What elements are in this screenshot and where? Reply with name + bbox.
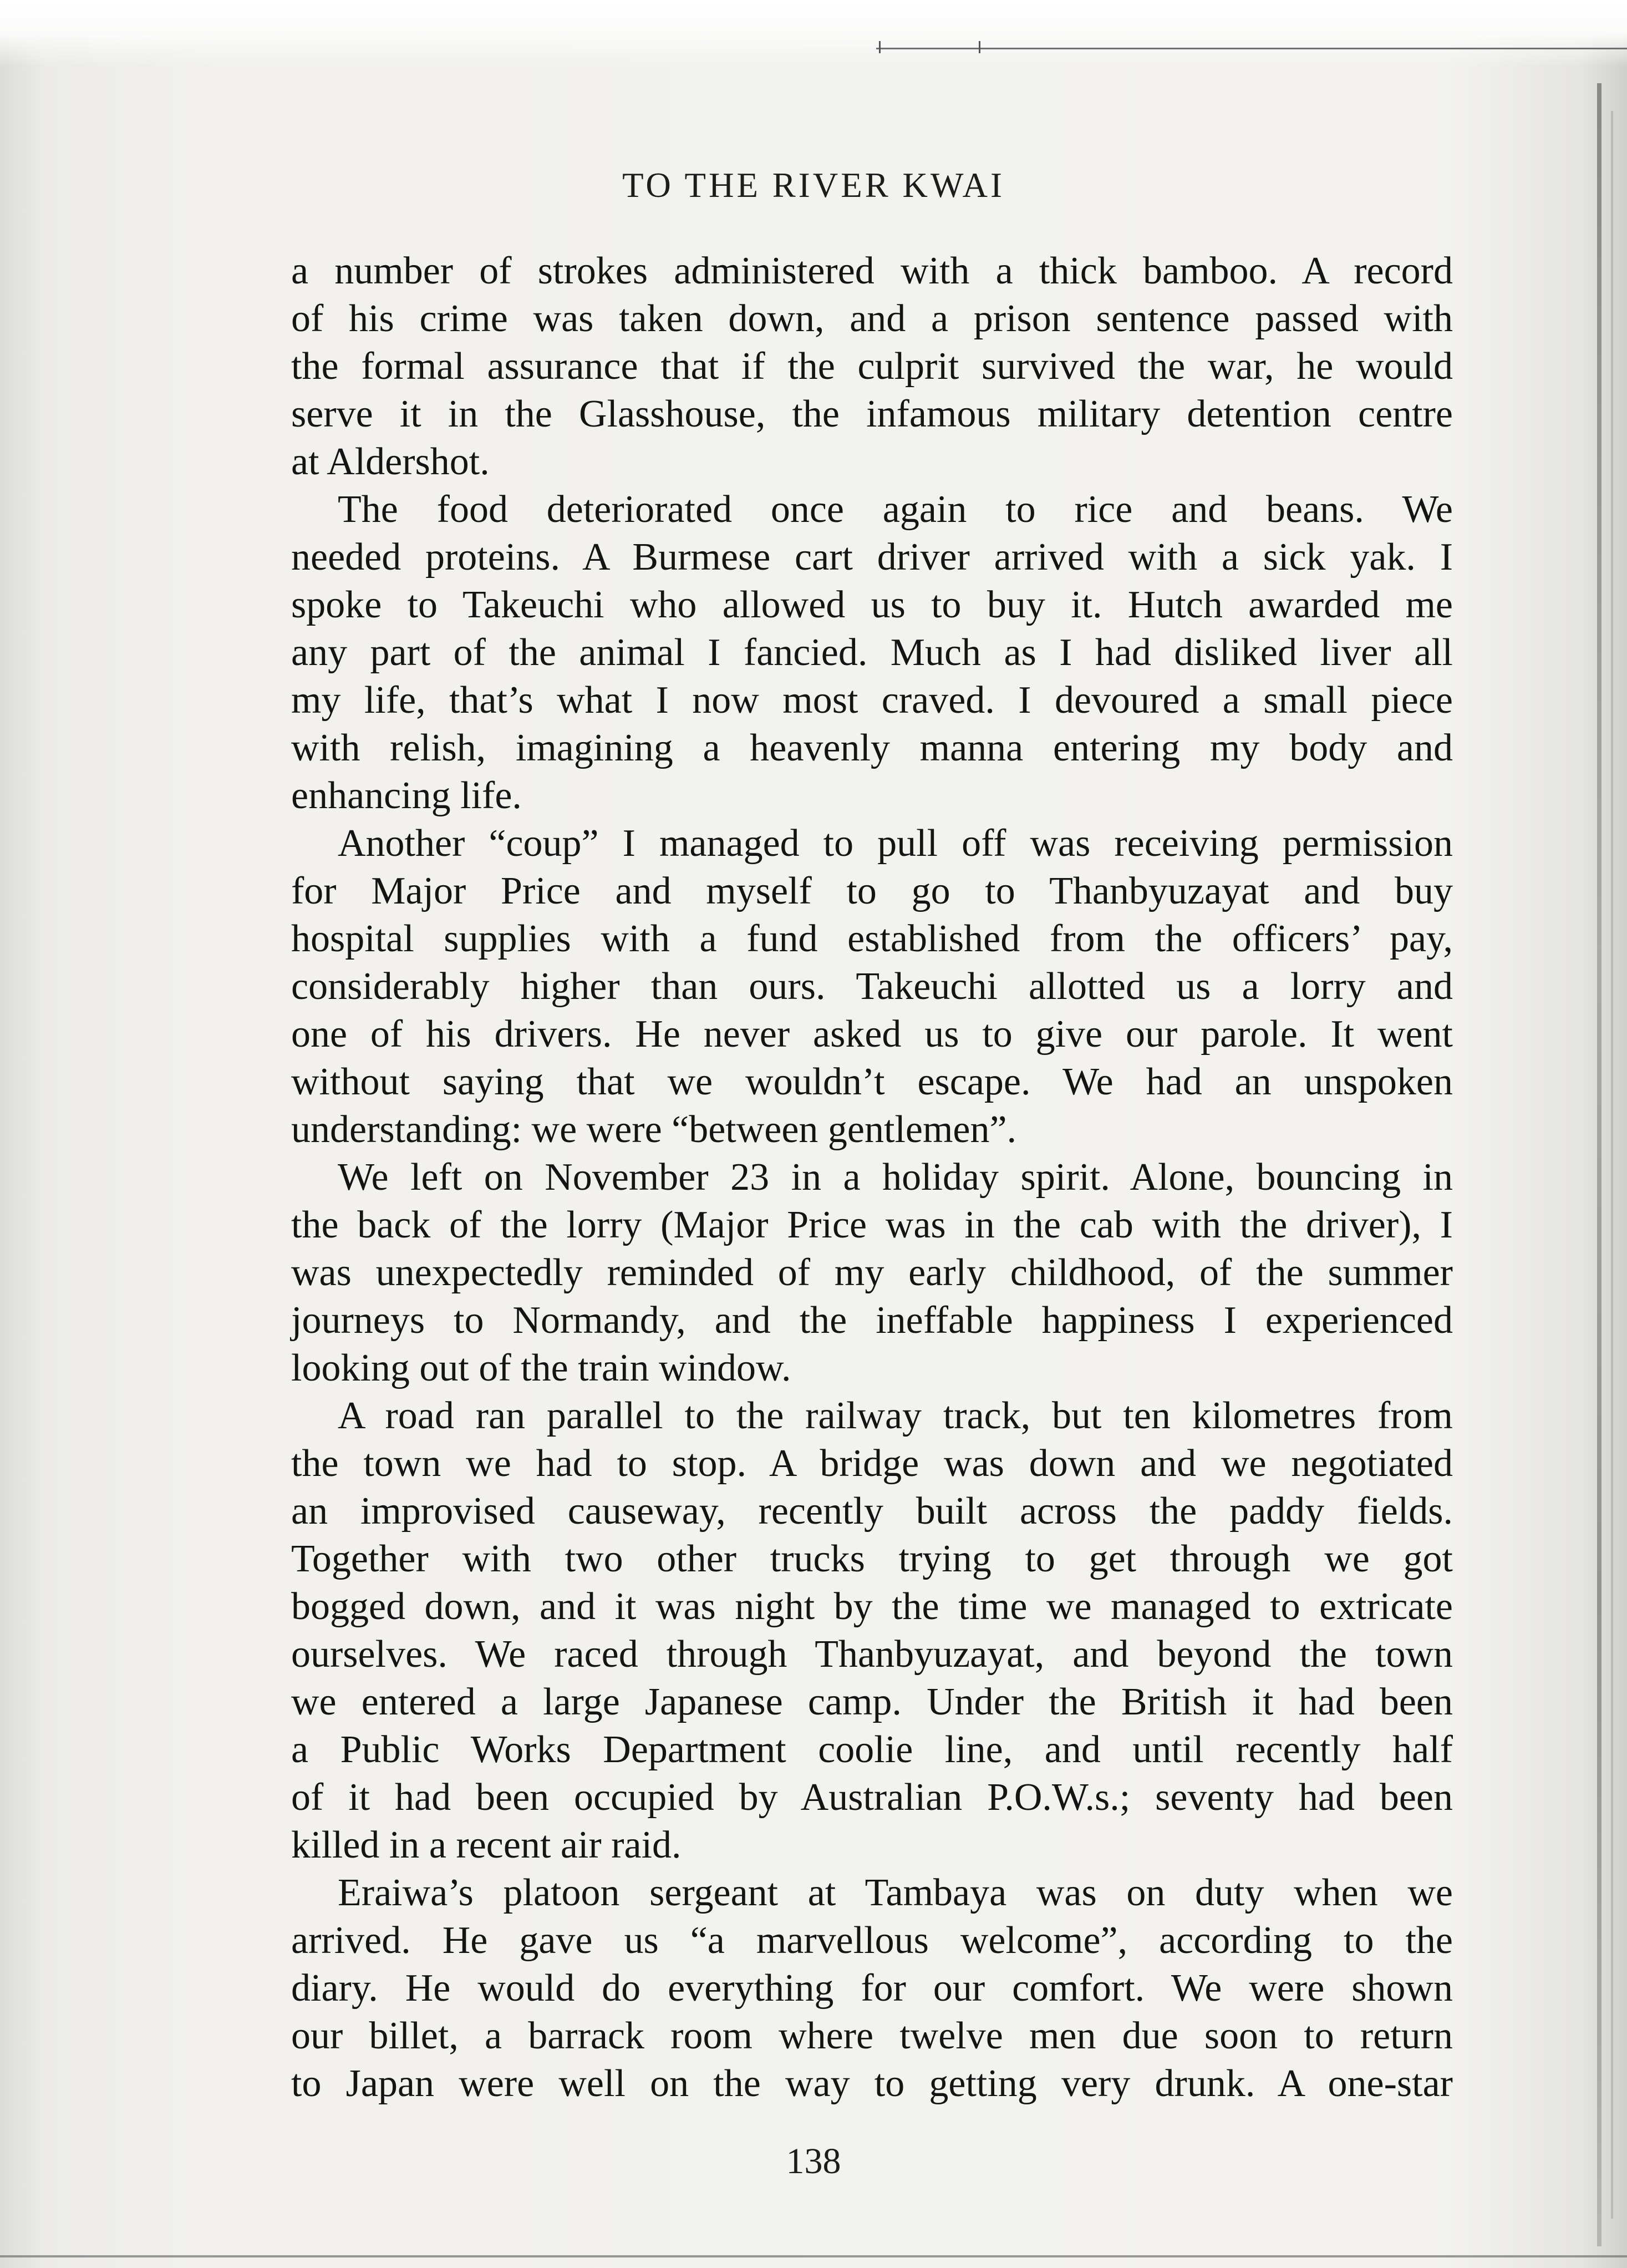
text-line: our billet, a barrack room where twelve men due soon to return — [291, 2015, 1453, 2057]
top-crop-rule — [876, 48, 1627, 49]
text-line: understanding: we were “between gentlemen”. — [291, 1108, 1017, 1151]
paragraph — [291, 1392, 1453, 1869]
text-line: a number of strokes administered with a thick bamboo. A record — [291, 250, 1453, 292]
text-line: an improvised causeway, recently built across the paddy fields. — [291, 1490, 1453, 1533]
text-line: was unexpectedly reminded of my early childhood, of the summer — [291, 1251, 1453, 1294]
text-line: arrived. He gave us “a marvellous welcome”, according to the — [291, 1919, 1453, 1962]
text-line: with relish, imagining a heavenly manna entering my body and — [291, 727, 1453, 769]
text-line: The food deteriorated once again to rice and beans. We — [338, 488, 1453, 531]
text-line: any part of the animal I fancied. Much as I had disliked liver all — [291, 631, 1453, 674]
paragraph — [291, 247, 1453, 486]
body-text — [291, 247, 1453, 2108]
page-top-edge — [0, 0, 1627, 67]
paragraph — [291, 486, 1453, 820]
text-line: the town we had to stop. A bridge was down and we negotiated — [291, 1442, 1453, 1485]
page-right-edge-shadow — [1597, 83, 1601, 2246]
text-line: A road ran parallel to the railway track, but ten kilometres from — [338, 1394, 1453, 1437]
paragraph — [291, 1869, 1453, 2108]
text-line: for Major Price and myself to go to Thanbyuzayat and buy — [291, 870, 1453, 912]
top-crop-tick — [879, 41, 881, 53]
text-line: my life, that’s what I now most craved. I devoured a small piece — [291, 679, 1453, 722]
text-line: of his crime was taken down, and a prison sentence passed with — [291, 297, 1453, 340]
text-line: the formal assurance that if the culprit survived the war, he would — [291, 345, 1453, 388]
text-line: Another “coup” I managed to pull off was receiving permission — [338, 822, 1453, 865]
text-line: We left on November 23 in a holiday spirit. Alone, bouncing in — [338, 1156, 1453, 1199]
text-line: Together with two other trucks trying to get through we got — [291, 1538, 1453, 1580]
page-number: 138 — [786, 2141, 841, 2181]
text-line: killed in a recent air raid. — [291, 1824, 682, 1866]
text-line: hospital supplies with a fund established from the officers’ pay, — [291, 917, 1453, 960]
text-line: a Public Works Department coolie line, and until recently half — [291, 1728, 1453, 1771]
paragraph — [291, 1154, 1453, 1392]
text-line: diary. He would do everything for our comfort. We were shown — [291, 1967, 1453, 2010]
text-line: needed proteins. A Burmese cart driver arrived with a sick yak. I — [291, 536, 1453, 579]
text-line: the back of the lorry (Major Price was in the cab with the driver), I — [291, 1204, 1453, 1246]
text-line: serve it in the Glasshouse, the infamous military detention centre — [291, 393, 1453, 435]
page-bottom-edge — [0, 2255, 1627, 2257]
text-line: we entered a large Japanese camp. Under the British it had been — [291, 1681, 1453, 1723]
text-line: Eraiwa’s platoon sergeant at Tambaya was on duty when we — [338, 1871, 1453, 1914]
text-line: at Aldershot. — [291, 440, 490, 483]
running-head: TO THE RIVER KWAI — [622, 166, 1005, 205]
paragraph — [291, 820, 1453, 1154]
text-line: bogged down, and it was night by the time we managed to extricate — [291, 1585, 1453, 1628]
text-line: looking out of the train window. — [291, 1347, 791, 1389]
top-crop-tick — [979, 41, 980, 53]
text-line: to Japan were well on the way to getting very drunk. A one-star — [291, 2062, 1453, 2105]
text-line: one of his drivers. He never asked us to give our parole. It went — [291, 1013, 1453, 1056]
text-line: considerably higher than ours. Takeuchi allotted us a lorry and — [291, 965, 1453, 1008]
page-right-edge-line — [1611, 111, 1613, 2219]
text-line: spoke to Takeuchi who allowed us to buy it. Hutch awarded me — [291, 584, 1453, 626]
text-line: without saying that we wouldn’t escape. We had an unspoken — [291, 1061, 1453, 1103]
text-line: of it had been occupied by Australian P.O.W.s.; seventy had been — [291, 1776, 1453, 1819]
text-line: enhancing life. — [291, 774, 522, 817]
text-line: ourselves. We raced through Thanbyuzayat, and beyond the town — [291, 1633, 1453, 1676]
text-line: journeys to Normandy, and the ineffable happiness I experienced — [291, 1299, 1453, 1342]
